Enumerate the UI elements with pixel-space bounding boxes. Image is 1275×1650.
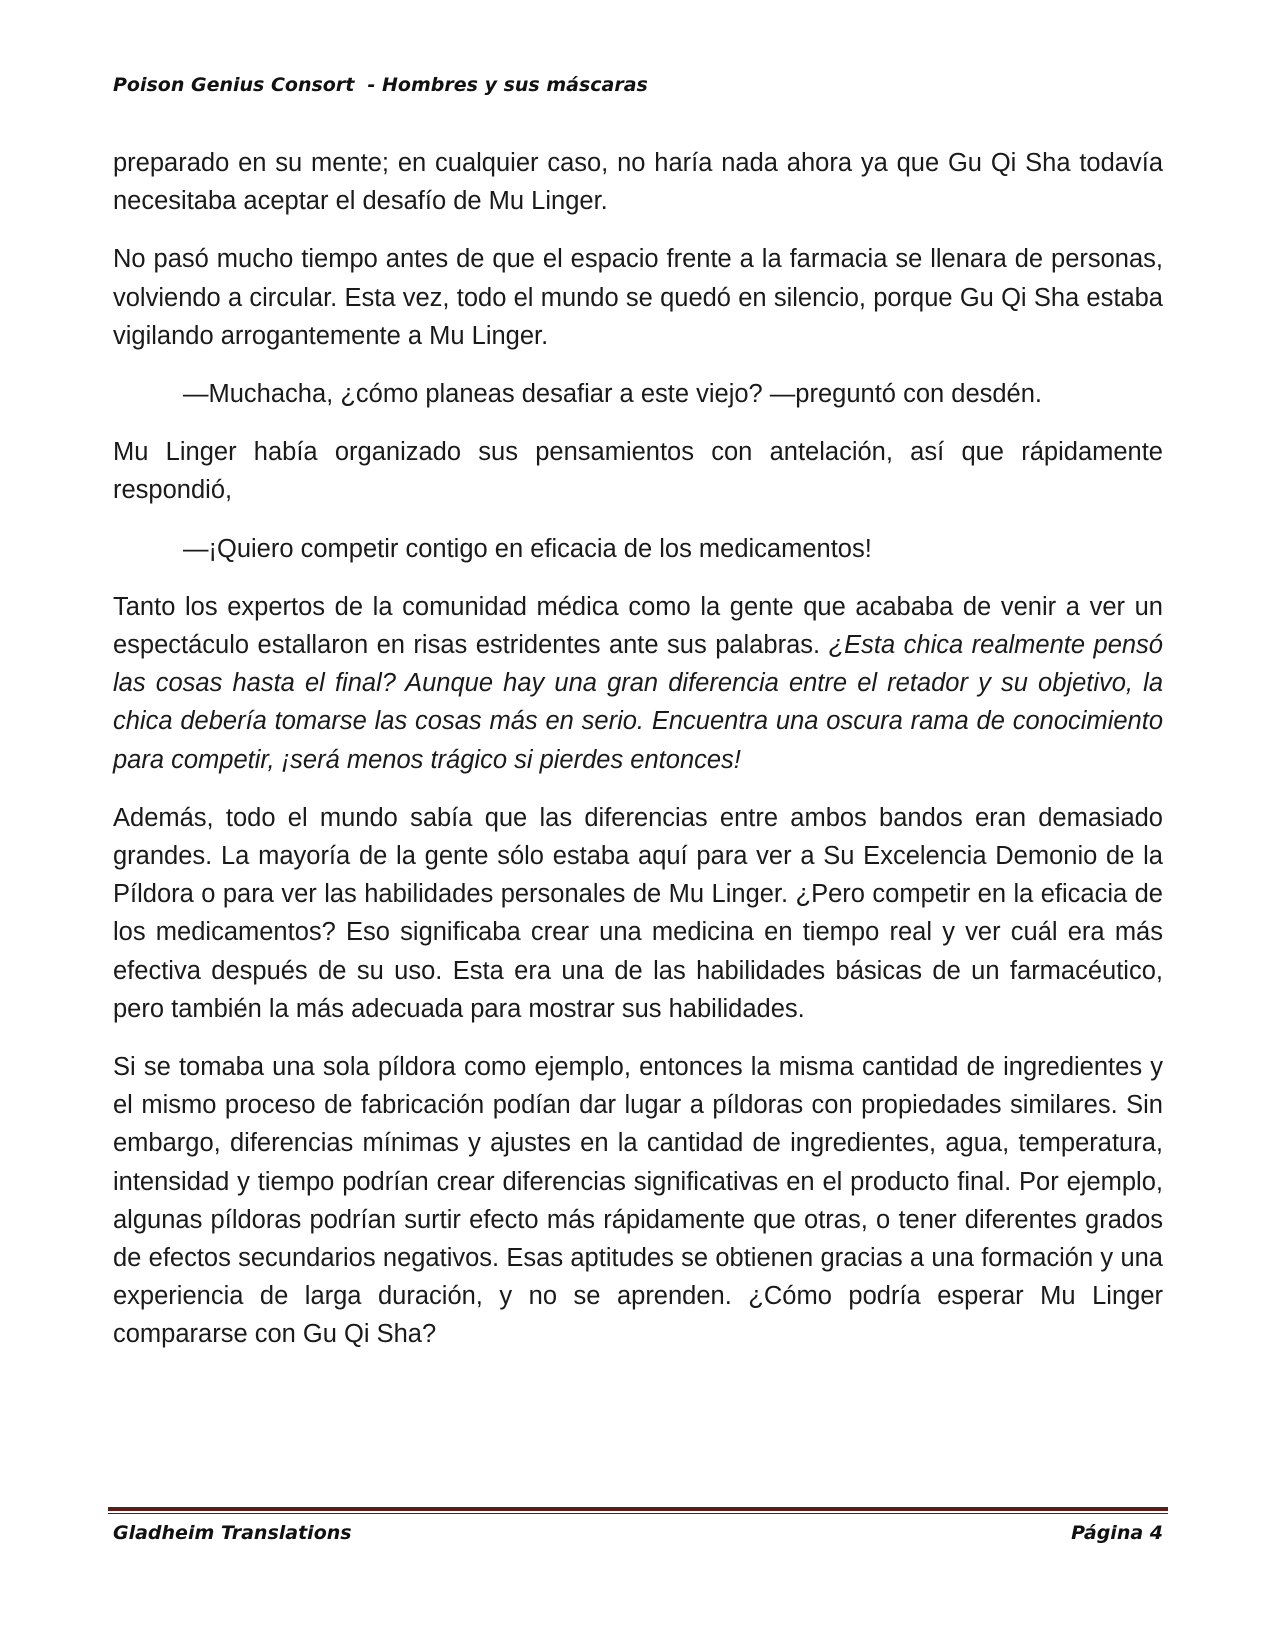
paragraph-with-italic-thought: [113, 588, 1163, 779]
paragraph: Mu Linger había organizado sus pensamientos con antelación, así que rápidamente respondió,: [113, 438, 1163, 505]
paragraph: No pasó mucho tiempo antes de que el espacio frente a la farmacia se llenara de personas, volviendo a circular. Esta vez, todo el mundo se quedó en silencio, porque Gu Qi Sha estaba vigilando arrogantemente a Mu Linger.: [113, 245, 1163, 350]
footer-translator: Gladheim Translations: [113, 1522, 352, 1544]
footer-divider-thin: [108, 1513, 1168, 1514]
footer-divider: [108, 1507, 1168, 1515]
dialogue-line: —Muchacha, ¿cómo planeas desafiar a este viejo? —preguntó con desdén.: [183, 380, 1043, 409]
document-body: [113, 144, 1163, 1374]
footer-divider-thick: [108, 1507, 1168, 1511]
paragraph: Si se tomaba una sola píldora como ejemplo, entonces la misma cantidad de ingredientes y el mismo proceso de fabricación podían dar lugar a píldoras con propiedades similares. Sin embargo, diferencias mínimas y ajustes en la cantidad de ingredientes, agua, temperatura, intensidad y tiempo podrían crear diferencias significativas en el producto final. Por ejemplo, algunas píldoras podrían surtir efecto más rápidamente que otras, o tener diferentes grados de efectos secundarios negativos. Esas aptitudes se obtienen gracias a una formación y una experiencia de larga duración, y no se aprenden. ¿Cómo podría esperar Mu Linger compararse con Gu Qi Sha?: [113, 1053, 1163, 1349]
dialogue-line: —¡Quiero competir contigo en eficacia de los medicamentos!: [183, 534, 872, 563]
paragraph: Además, todo el mundo sabía que las diferencias entre ambos bandos eran demasiado grandes. La mayoría de la gente sólo estaba aquí para ver a Su Excelencia Demonio de la Píldora o para ver las habilidades personales de Mu Linger. ¿Pero competir en la eficacia de los medicamentos? Eso significaba crear una medicina en tiempo real y ver cuál era más efectiva después de su uso. Esta era una de las habilidades básicas de un farmacéutico, pero también la más adecuada para mostrar sus habilidades.: [113, 803, 1163, 1023]
paragraph-text: Tanto los expertos de la comunidad médica como la gente que acababa de venir a ver un espectáculo estallaron en risas estridentes ante sus palabras.: [113, 592, 1163, 660]
page-header-title: Poison Genius Consort - Hombres y sus máscaras: [113, 74, 648, 96]
footer-page-number: Página 4: [1071, 1522, 1163, 1544]
paragraph: preparado en su mente; en cualquier caso, no haría nada ahora ya que Gu Qi Sha todavía necesitaba aceptar el desafío de Mu Linger.: [113, 149, 1163, 216]
italic-thought: ¿Esta chica realmente pensó las cosas hasta el final? Aunque hay una gran diferencia entre el retador y su objetivo, la chica debería tomarse las cosas más en serio. Encuentra una oscura rama de conocimiento para competir, ¡será menos trágico si pierdes entonces!: [113, 631, 1163, 774]
